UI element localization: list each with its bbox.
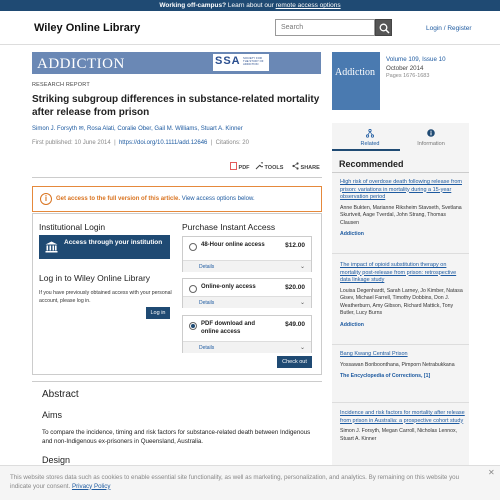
cookie-text: This website stores data such as cookies to enable essential site functionality, as well as marketing, personalization, and analytics. By remaining on this website you indicate your consent. — [10, 474, 460, 490]
privacy-policy-link[interactable]: Privacy Policy — [71, 482, 111, 490]
recommended-link[interactable]: Incidence and risk factors for mortality after release from prison in Australia: a prospective cohort study — [340, 410, 465, 424]
option-details-toggle[interactable]: Details ⌄ — [183, 296, 311, 308]
purchase-option[interactable] — [182, 278, 312, 308]
share-icon — [292, 162, 299, 170]
first-published-date: 10 June 2014 — [74, 140, 111, 146]
topbar-text: Learn about our — [227, 2, 274, 9]
pdf-button[interactable]: PDF — [230, 162, 250, 171]
related-icon — [366, 129, 374, 138]
recommended-authors: Yossawan Boriboonthana, Pimporn Netrabukkana — [340, 361, 455, 368]
recommended-item — [340, 179, 465, 237]
option-price: $20.00 — [285, 284, 305, 291]
option-price: $49.00 — [285, 321, 305, 328]
site-header — [0, 11, 500, 45]
issue-date: October 2014 — [386, 65, 424, 72]
active-tab-indicator — [332, 149, 400, 151]
search-button[interactable] — [375, 19, 392, 36]
issue-pages: Pages 1676-1683 — [386, 73, 430, 79]
search-input[interactable]: Search — [275, 19, 375, 36]
option-label: 48-Hour online access — [201, 242, 265, 248]
recommended-authors: Anne Bukten, Marianne Riksheim Stavseth, Svetlana Skurtveit, Aage Tverdal, John Strang, Thomas Clausen — [340, 204, 462, 226]
divider — [332, 402, 469, 403]
option-details-toggle[interactable]: Details ⌄ — [183, 341, 311, 353]
purchase-option[interactable] — [182, 315, 312, 353]
abstract-heading: Abstract — [42, 389, 79, 400]
recommended-item — [340, 410, 465, 443]
wol-login-title: Log in to Wiley Online Library — [39, 273, 151, 283]
option-radio-selected[interactable] — [189, 322, 197, 330]
tools-button[interactable]: TOOLS — [255, 162, 283, 171]
recommended-link[interactable]: Bang Kwang Central Prison — [340, 351, 408, 357]
aims-heading: Aims — [42, 410, 62, 420]
recommended-link[interactable]: The impact of opioid substitution therapy on mortality post-release from prison: retrospective data linkage study — [340, 262, 457, 283]
ssa-logo: SSA SOCIETY FOR THE STUDY OF ADDICTION — [213, 54, 269, 71]
info-icon: i — [40, 193, 52, 205]
recommended-journal[interactable]: Addiction — [340, 321, 364, 328]
purchase-title: Purchase Instant Access — [182, 222, 276, 232]
option-label: PDF download and online access — [201, 321, 255, 335]
first-published-label: First published: — [32, 140, 73, 146]
divider — [332, 344, 469, 345]
option-details-toggle[interactable]: Details ⌄ — [183, 260, 311, 272]
divider — [332, 253, 469, 254]
access-notice-text: Get access to the full version of this article. — [56, 196, 181, 202]
option-price: $12.00 — [285, 242, 305, 249]
article-title: Striking subgroup differences in substance-related mortality after release from prison — [32, 94, 320, 118]
wol-login-description: If you have previously obtained access with your personal account, please log in. — [39, 290, 172, 304]
divider — [332, 172, 469, 173]
chevron-down-icon: ⌄ — [299, 300, 305, 306]
purchase-option[interactable] — [182, 236, 312, 272]
pdf-icon — [230, 162, 237, 170]
log-in-button[interactable]: Log in — [146, 307, 170, 319]
remote-access-link[interactable]: remote access options — [275, 2, 341, 9]
chevron-down-icon: ⌄ — [299, 345, 305, 351]
divider — [32, 381, 322, 382]
doi-link[interactable]: https://doi.org/10.1111/add.12646 — [118, 140, 208, 146]
recommended-journal[interactable]: The Encyclopedia of Corrections, [1] — [340, 373, 431, 379]
divider — [32, 177, 322, 178]
journal-title: ADDICTION — [37, 56, 125, 72]
recommended-item — [340, 351, 465, 379]
recommended-journal[interactable]: Addiction — [340, 231, 364, 237]
wrench-icon — [255, 162, 263, 170]
institution-access-label: Access through your institution — [64, 239, 163, 246]
aims-text: To compare the incidence, timing and risk factors for substance-related death between Indigenous and non-Indigenous ex-prisoners in Queensland, Australia. — [42, 429, 311, 445]
share-button[interactable]: SHARE — [292, 162, 320, 171]
checkout-button[interactable]: Check out — [277, 356, 312, 368]
option-radio[interactable] — [189, 285, 197, 293]
access-notice — [32, 186, 322, 212]
article-section: RESEARCH REPORT — [32, 82, 90, 88]
recommended-heading: Recommended — [339, 159, 404, 169]
recommended-item — [340, 262, 465, 328]
author-list[interactable]: Simon J. Forsyth ✉, Rosa Alati, Coralie Ober, Gail M. Williams, Stuart A. Kinner — [32, 126, 243, 132]
recommended-authors: Simon J. Forsyth, Megan Carroll, Nicholas Lennox, Stuart A. Kinner — [340, 428, 458, 442]
publication-info: First published: 10 June 2014 | https://doi.org/10.1111/add.12646 | Citations: 20 — [32, 140, 249, 146]
issue-volume-link[interactable]: Volume 109, Issue 10 — [386, 56, 446, 63]
topbar-lead: Working off-campus? — [159, 2, 227, 9]
chevron-down-icon: ⌄ — [299, 264, 305, 270]
journal-banner[interactable] — [32, 52, 321, 74]
institution-access-button[interactable] — [39, 235, 170, 259]
site-logo[interactable]: Wiley Online Library — [34, 22, 141, 34]
remote-access-bar — [0, 0, 500, 11]
cookie-banner — [0, 465, 500, 500]
citations-count[interactable]: Citations: 20 — [215, 140, 249, 146]
journal-cover-image[interactable]: Addiction — [332, 52, 380, 110]
recommended-link[interactable]: High risk of overdose death following release from prison: variations in mortality during a 15-year observation period — [340, 179, 462, 200]
recommended-authors: Louisa Degenhardt, Sarah Larney, Jo Kimber, Natasa Gisev, Michael Farrell, Timothy Dobbins, Don J. Weatherburn, Amy Gibson, Richard Mattick, Tony Butler, Lucy Burns — [340, 287, 463, 316]
option-label: Online-only access — [201, 284, 256, 290]
login-register-link[interactable]: Login / Register — [426, 25, 472, 32]
info-circle-icon — [427, 129, 435, 137]
institution-icon — [45, 241, 58, 253]
institutional-login-title: Institutional Login — [39, 222, 106, 232]
close-icon[interactable]: ✕ — [488, 468, 495, 477]
view-access-options-link[interactable]: View access options below. — [181, 196, 255, 202]
design-heading: Design — [42, 455, 71, 465]
option-radio[interactable] — [189, 243, 197, 251]
search-icon — [379, 23, 390, 34]
article-tools — [230, 162, 322, 172]
